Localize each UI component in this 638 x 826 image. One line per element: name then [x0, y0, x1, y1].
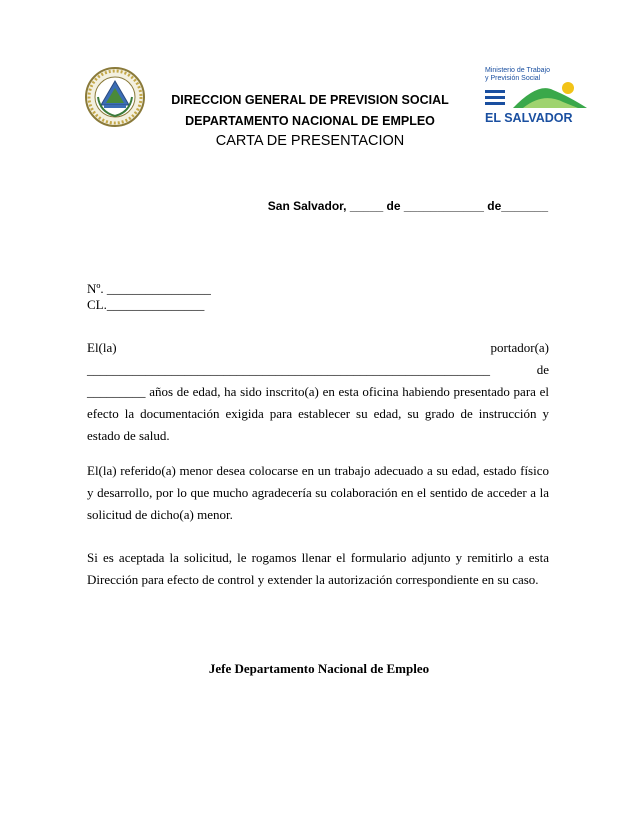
coat-of-arms-seal	[84, 66, 146, 128]
body-paragraph-2: El(la) referido(a) menor desea colocarse en un trabajo adecuado a su edad, estado físico y desarrollo, por lo que mucho agradecería su colaboración en el sentido de acceder a la solicitud de dicho(a) menor.	[87, 463, 549, 522]
ministry-line2: y Previsión Social	[485, 75, 541, 82]
header-line2: DEPARTAMENTO NACIONAL DE EMPLEO	[185, 114, 435, 128]
document-title: CARTA DE PRESENTACION	[215, 133, 405, 149]
body-paragraph-3: Si es aceptada la solicitud, le rogamos llenar el formulario adjunto y remitirlo a esta Dirección para efecto de control y extender la autorización correspondiente en su caso.	[87, 550, 549, 587]
ministry-line1: Ministerio de Trabajo	[485, 67, 550, 74]
signature-title: Jefe Departamento Nacional de Empleo	[208, 661, 430, 676]
body-paragraph-1: El(la) portador(a) ______________________________________________________________ de _________ años de edad, ha sido inscrito(a) en esta oficina habiendo presentado para el efecto la documentación exigida para establecer su edad, su grado de instrucción y estado de salud.	[87, 340, 549, 443]
place-date-line: San Salvador, _____ de ____________ de_______	[267, 199, 548, 213]
number-field: Nº. ________________	[87, 281, 211, 296]
ministry-logo	[483, 60, 593, 132]
logo-country-text: EL SALVADOR	[485, 111, 573, 125]
header-line1: DIRECCION GENERAL DE PREVISION SOCIAL	[171, 93, 449, 107]
cl-field: CL._______________	[87, 297, 205, 312]
